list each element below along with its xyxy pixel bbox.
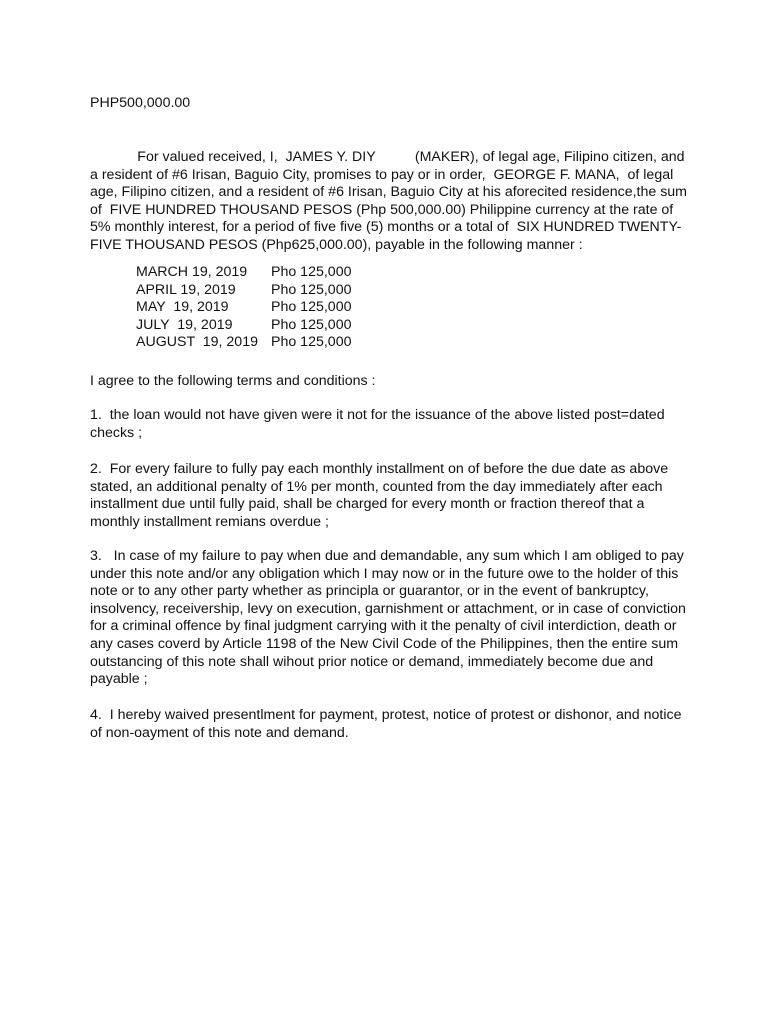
schedule-date: JULY 19, 2019: [136, 316, 233, 333]
intro-line: FIVE THOUSAND PESOS (Php625,000.00), payable in the following manner :: [90, 236, 583, 253]
term-line: under this note and/or any obligation which I may now or in the future owe to the holder of this: [90, 565, 679, 582]
intro-line: 5% monthly interest, for a period of five five (5) months or a total of SIX HUNDRED TWENTY-: [90, 219, 682, 236]
term-line: monthly installment remians overdue ;: [90, 513, 329, 530]
term-line: any cases coverd by Article 1198 of the New Civil Code of the Philippines, then the entire sum: [90, 635, 679, 652]
schedule-row: [136, 334, 351, 352]
schedule-date: MAY 19, 2019: [136, 299, 229, 316]
term-line: insolvency, receivership, levy on execution, garnishment or attachment, or in case of conviction: [90, 600, 686, 617]
term-line: 2. For every failure to fully pay each monthly installment on of before the due date as above: [90, 461, 669, 477]
term-line: 1. the loan would not have given were it not for the issuance of the above listed post=dated: [90, 407, 665, 423]
schedule-date: MARCH 19, 2019: [136, 264, 248, 280]
amount-heading: PHP500,000.00: [90, 95, 191, 111]
schedule-amount: Pho 125,000: [271, 334, 352, 351]
term-line: outstancing of this note shall wihout prior notice or demand, immediately become due and: [90, 653, 654, 670]
term-1: [90, 407, 690, 442]
term-4: [90, 707, 690, 742]
schedule-date: AUGUST 19, 2019: [136, 334, 258, 351]
term-line: of non-oayment of this note and demand.: [90, 724, 349, 741]
payment-schedule: [136, 264, 351, 352]
schedule-amount: Pho 125,000: [271, 264, 352, 280]
schedule-amount: Pho 125,000: [271, 281, 352, 298]
intro-line: For valued received, I, JAMES Y. DIY (MAKER), of legal age, Filipino citizen, and: [90, 149, 685, 165]
term-3: [90, 548, 690, 689]
term-line: installment due until fully paid, shall be charged for every month or fraction thereof that a: [90, 496, 645, 513]
term-line: 4. I hereby waived presentlment for payment, protest, notice of protest or dishonor, and notice: [90, 707, 682, 723]
schedule-amount: Pho 125,000: [271, 316, 352, 333]
term-line: 3. In case of my failure to pay when due and demandable, any sum which I am obliged to pay: [90, 548, 684, 564]
schedule-row: [136, 264, 351, 282]
schedule-amount: Pho 125,000: [271, 299, 352, 316]
term-2: [90, 461, 690, 531]
intro-line: age, Filipino citizen, and a resident of #6 Irisan, Baguio City at his aforecited residence,the sum: [90, 184, 687, 201]
term-line: for a criminal offence by final judgment carrying with it the penalty of civil interdiction, death or: [90, 618, 677, 635]
schedule-row: [136, 299, 351, 317]
term-line: note or to any other party whether as principla or guarantor, or in the event of bankruptcy,: [90, 583, 649, 600]
intro-line: of FIVE HUNDRED THOUSAND PESOS (Php 500,000.00) Philippine currency at the rate of: [90, 201, 674, 218]
schedule-date: APRIL 19, 2019: [136, 281, 236, 298]
term-line: payable ;: [90, 671, 148, 688]
schedule-row: [136, 282, 351, 300]
intro-line: a resident of #6 Irisan, Baguio City, promises to pay or in order, GEORGE F. MANA, of legal: [90, 166, 674, 183]
schedule-row: [136, 317, 351, 335]
term-line: checks ;: [90, 424, 143, 441]
term-line: stated, an additional penalty of 1% per month, counted from the day immediately after each: [90, 478, 663, 495]
terms-intro: I agree to the following terms and conditions :: [90, 373, 376, 389]
intro-paragraph: [90, 149, 690, 255]
